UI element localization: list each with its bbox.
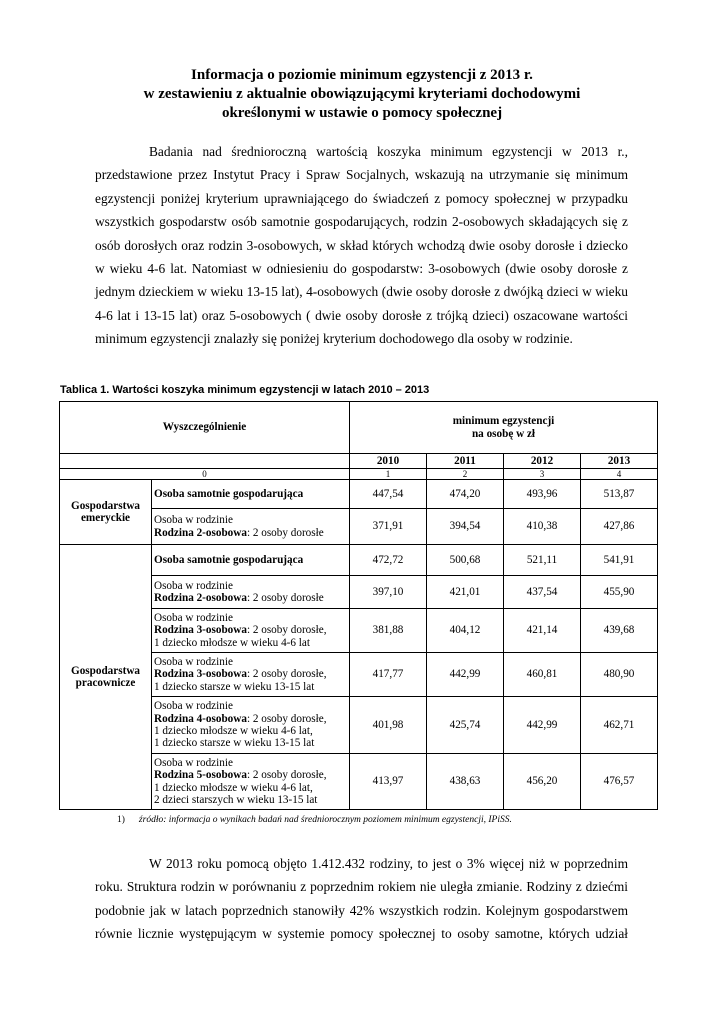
value-cell: 381,88 — [350, 609, 427, 653]
header-values: minimum egzystencji na osobę w zł — [350, 402, 658, 454]
paragraph-line: podobnie jak w latach poprzednich stanowiły 42% wszystkich rodzin. Kolejnym gospodarstwem — [95, 902, 628, 918]
value-cell: 437,54 — [504, 576, 581, 609]
index-cell: 3 — [504, 469, 581, 480]
paragraph-line: Badania nad średnioroczną wartością koszyka minimum egzystencji w 2013 r., — [149, 144, 628, 159]
value-cell: 417,77 — [350, 653, 427, 697]
document-title — [60, 66, 664, 123]
index-cell: 1 — [350, 469, 427, 480]
group-label: Gospodarstwa pracownicze — [60, 545, 152, 810]
row-label: Osoba samotnie gospodarująca — [152, 480, 350, 509]
closing-paragraph — [95, 852, 628, 946]
year-header: 2012 — [504, 454, 581, 469]
index-cell: 2 — [427, 469, 504, 480]
value-cell: 513,87 — [581, 480, 658, 509]
title-line-2: w zestawieniu z aktualnie obowiązującymi kryteriami dochodowymi — [143, 86, 581, 102]
group-label: Gospodarstwa emeryckie — [60, 480, 152, 545]
year-header: 2011 — [427, 454, 504, 469]
value-cell: 447,54 — [350, 480, 427, 509]
value-cell: 442,99 — [504, 697, 581, 754]
value-cell: 371,91 — [350, 509, 427, 545]
value-cell: 500,68 — [427, 545, 504, 576]
paragraph-line: w wieku 4-6 lat. Natomiast w odniesieniu do gospodarstw: 3-osobowych (dwie osoby dorosłe z — [95, 260, 628, 276]
index-cell: 0 — [60, 469, 350, 480]
value-cell: 474,20 — [427, 480, 504, 509]
table-row — [60, 480, 658, 509]
table-row — [60, 545, 658, 576]
paragraph-line: wszystkich gospodarstw osób samotnie gospodarujących, rodzin 2-osobowych składających się z — [95, 214, 628, 230]
value-cell: 456,20 — [504, 754, 581, 810]
year-header: 2010 — [350, 454, 427, 469]
paragraph-line: roku. Struktura rodzin w porównaniu z poprzednim rokiem nie uległa zmianie. Rodziny z dziećmi — [95, 879, 628, 895]
value-cell: 425,74 — [427, 697, 504, 754]
value-cell: 455,90 — [581, 576, 658, 609]
year-header: 2013 — [581, 454, 658, 469]
row-label: Osoba samotnie gospodarująca — [152, 545, 350, 576]
paragraph-line: minimum egzystencji znalazły się poniżej kryterium dochodowego dla osoby w rodzinie. — [95, 331, 573, 347]
index-cell: 4 — [581, 469, 658, 480]
title-line-3: określonymi w ustawie o pomocy społecznej — [221, 105, 503, 121]
value-cell: 480,90 — [581, 653, 658, 697]
paragraph-line: osób dorosłych oraz rodzin 3-osobowych, w skład których wchodzą dwie osoby dorosłe i dziecko — [95, 237, 628, 253]
paragraph-line: przedstawione przez Instytut Pracy i Spraw Socjalnych, wskazują na utrzymanie się minimum — [95, 167, 628, 183]
value-cell: 476,57 — [581, 754, 658, 810]
paragraph-line: W 2013 roku pomocą objęto 1.412.432 rodziny, to jest o 3% więcej niż w poprzednim — [149, 856, 628, 871]
value-cell: 394,54 — [427, 509, 504, 545]
row-label: Osoba w rodzinie Rodzina 4-osobowa: 2 osoby dorosłe, 1 dziecko młodsze w wieku 4-6 lat, 1 dziecko starsze w wieku 13-15 lat — [152, 697, 350, 754]
table-caption: Tablica 1. Wartości koszyka minimum egzystencji w latach 2010 – 2013 — [60, 384, 430, 396]
value-cell: 460,81 — [504, 653, 581, 697]
title-line-1: Informacja o poziomie minimum egzystencji z 2013 r. — [191, 67, 533, 83]
minimum-subsistence-table — [59, 401, 658, 810]
value-cell: 421,14 — [504, 609, 581, 653]
value-cell: 541,91 — [581, 545, 658, 576]
paragraph-line: 4-6 lat i 13-15 lat) oraz 5-osobowych ( dwie osoby dorosłe z trójką dzieci) oszacowane wartości — [95, 307, 628, 323]
value-cell: 438,63 — [427, 754, 504, 810]
row-label: Osoba w rodzinie Rodzina 3-osobowa: 2 osoby dorosłe, 1 dziecko młodsze w wieku 4-6 lat — [152, 609, 350, 653]
row-label: Osoba w rodzinie Rodzina 2-osobowa: 2 osoby dorosłe — [152, 509, 350, 545]
header-description: Wyszczególnienie — [60, 402, 350, 454]
row-label: Osoba w rodzinie Rodzina 5-osobowa: 2 osoby dorosłe, 1 dziecko młodsze w wieku 4-6 lat, 2 dzieci starszych w wieku 13-15 lat — [152, 754, 350, 810]
paragraph-line: równie licznie występującym w systemie pomocy społecznej to osoby samotne, których udział — [95, 926, 628, 942]
value-cell: 427,86 — [581, 509, 658, 545]
row-label: Osoba w rodzinie Rodzina 2-osobowa: 2 osoby dorosłe — [152, 576, 350, 609]
value-cell: 410,38 — [504, 509, 581, 545]
paragraph-line: egzystencji poniżej kryterium uprawniającego do świadczeń z pomocy społecznej w przypadku — [95, 190, 628, 206]
value-cell: 521,11 — [504, 545, 581, 576]
value-cell: 404,12 — [427, 609, 504, 653]
value-cell: 401,98 — [350, 697, 427, 754]
value-cell: 439,68 — [581, 609, 658, 653]
intro-paragraph — [95, 140, 628, 351]
value-cell: 493,96 — [504, 480, 581, 509]
row-label: Osoba w rodzinie Rodzina 3-osobowa: 2 osoby dorosłe, 1 dziecko starsze w wieku 13-15 lat — [152, 653, 350, 697]
value-cell: 472,72 — [350, 545, 427, 576]
value-cell: 421,01 — [427, 576, 504, 609]
paragraph-line: jednym dzieckiem w wieku 13-15 lat), 4-osobowych (dwie osoby dorosłe z dwójką dzieci w wieku — [95, 284, 628, 300]
value-cell: 462,71 — [581, 697, 658, 754]
table-footnote: 1) źródło: informacja o wynikach badań nad średniorocznym poziomem minimum egzystencji, IPiSS. — [117, 815, 512, 825]
value-cell: 413,97 — [350, 754, 427, 810]
value-cell: 397,10 — [350, 576, 427, 609]
value-cell: 442,99 — [427, 653, 504, 697]
